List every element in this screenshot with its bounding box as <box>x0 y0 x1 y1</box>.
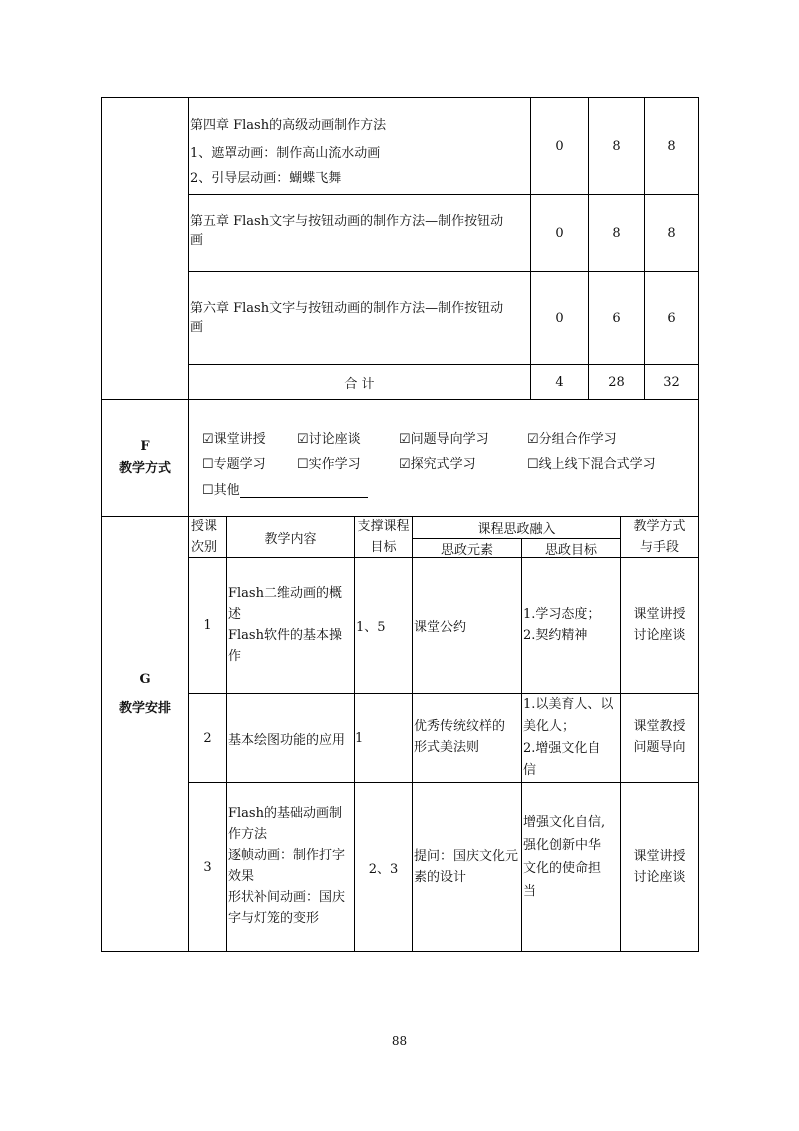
header-method-line: 教学方式 <box>633 519 686 534</box>
g-row-3-goal: 2、3 <box>368 861 399 877</box>
g-row-2-content: 基本绘图功能的应用 <box>228 732 346 748</box>
target-line: 1.学习态度； <box>523 607 601 622</box>
chapter-line: 1、遮罩动画：制作高山流水动画 <box>190 146 381 161</box>
header-goal-line: 支撑课程 <box>357 519 410 534</box>
row-1-value-2: 8 <box>612 138 621 154</box>
page-number: 88 <box>391 1034 408 1048</box>
chapter-5-content <box>190 212 528 250</box>
teaching-method-option[interactable] <box>527 453 656 472</box>
header-element: 思政元素 <box>440 542 493 558</box>
g-col-divider-1 <box>226 516 227 952</box>
g-row-1-element: 课堂公约 <box>414 620 467 635</box>
teaching-method-option[interactable] <box>297 428 361 447</box>
method-line: 课堂讲授 <box>633 849 686 864</box>
checkbox-unchecked[interactable]: ☐实作学习 <box>297 457 361 472</box>
header-session <box>191 516 225 558</box>
checkbox-unchecked[interactable]: ☐线上线下混合式学习 <box>527 457 656 472</box>
method-line: 讨论座谈 <box>633 628 686 643</box>
g-row-1-goal: 1、5 <box>356 620 386 635</box>
header-ideology: 课程思政融入 <box>477 522 556 537</box>
g-row-1-method <box>621 604 698 646</box>
section-g-label <box>102 670 188 728</box>
header-session-line: 授课 <box>191 519 218 534</box>
section-g-title: 教学安排 <box>118 701 171 716</box>
section-f-label <box>102 437 188 481</box>
content-line: 逐帧动画：制作打字 <box>228 848 346 863</box>
header-method-line: 与手段 <box>639 540 679 555</box>
header-session-line: 次别 <box>191 540 218 555</box>
element-line: 优秀传统纹样的 <box>414 719 506 734</box>
g-row-3-method <box>621 846 698 888</box>
checkbox-unchecked[interactable]: ☐专题学习 <box>202 457 266 472</box>
g-row-2-target <box>523 694 620 782</box>
row-3-value-3: 6 <box>667 310 676 326</box>
row-3-value-1: 0 <box>555 310 564 326</box>
total-value-3: 32 <box>663 374 680 390</box>
content-line: 形状补间动画：国庆 <box>228 890 346 905</box>
section-f-code: F <box>140 439 150 454</box>
content-line: Flash的基础动画制 <box>228 806 342 821</box>
target-line: 强化创新中华 <box>523 838 602 853</box>
chapter-line: 第五章 Flash文字与按钮动画的制作方法—制作按钮动 <box>190 214 504 229</box>
target-line: 当 <box>523 884 537 899</box>
g-row-3-target <box>523 811 620 903</box>
header-target: 思政目标 <box>544 542 597 558</box>
teaching-method-option-other[interactable] <box>202 479 368 498</box>
target-line: 2.增强文化自 <box>523 741 601 756</box>
g-col-divider-3 <box>412 516 413 952</box>
g-row-2-element <box>414 716 521 758</box>
row-2-value-1: 0 <box>555 225 564 241</box>
teaching-method-option[interactable] <box>527 428 617 447</box>
section-f-title: 教学方式 <box>118 461 171 476</box>
g-row-2-session: 2 <box>203 730 212 746</box>
total-value-1: 4 <box>555 374 564 390</box>
g-row-3-content <box>228 803 353 929</box>
target-line: 增强文化自信, <box>523 815 606 830</box>
g-row-1-content <box>228 583 353 667</box>
target-line: 美化人； <box>523 719 576 734</box>
element-line: 提问：国庆文化元 <box>414 849 519 864</box>
content-line: 效果 <box>228 869 255 884</box>
content-line: 作方法 <box>228 827 268 842</box>
element-line: 素的设计 <box>414 870 467 885</box>
table-border-left <box>101 97 102 952</box>
method-line: 问题导向 <box>633 740 686 755</box>
chapter-line: 画 <box>190 233 204 248</box>
row-3-value-2: 6 <box>612 310 621 326</box>
table-border-right <box>698 97 699 952</box>
method-line: 课堂讲授 <box>633 607 686 622</box>
teaching-method-option[interactable] <box>202 428 266 447</box>
method-line: 课堂教授 <box>633 719 686 734</box>
header-goal-line: 目标 <box>370 540 397 555</box>
content-line: Flash二维动画的概 <box>228 586 342 601</box>
total-label: 合 计 <box>344 376 375 392</box>
g-row-1-session: 1 <box>203 618 212 633</box>
element-line: 形式美法则 <box>414 740 480 755</box>
g-row-3-session: 3 <box>203 859 212 875</box>
section-divider-f <box>101 399 699 400</box>
teaching-method-option[interactable] <box>297 453 361 472</box>
content-line: 字与灯笼的变形 <box>228 911 320 926</box>
content-line: 作 <box>228 649 242 664</box>
target-line: 2.契约精神 <box>523 628 588 643</box>
section-g-code: G <box>139 672 151 687</box>
g-col-divider-4 <box>521 538 522 952</box>
header-method <box>621 516 698 558</box>
header-goal <box>355 516 412 558</box>
chapter-line: 第六章 Flash文字与按钮动画的制作方法—制作按钮动 <box>190 301 504 316</box>
checkbox-checked[interactable]: ☑探究式学习 <box>399 457 476 472</box>
method-line: 讨论座谈 <box>633 870 686 885</box>
other-input-line[interactable] <box>240 483 368 498</box>
header-content: 教学内容 <box>264 531 317 547</box>
row-1-value-3: 8 <box>667 138 676 154</box>
target-line: 信 <box>523 763 537 778</box>
g-row-1-target <box>523 604 620 646</box>
total-value-2: 28 <box>608 374 625 390</box>
checkbox-checked[interactable]: ☑课堂讲授 <box>202 432 266 447</box>
teaching-method-option[interactable] <box>399 453 476 472</box>
g-row-3-element <box>414 846 521 888</box>
content-line: Flash软件的基本操 <box>228 628 342 643</box>
target-line: 文化的使命担 <box>523 861 602 876</box>
target-line: 1.以美育人、以 <box>523 697 614 712</box>
g-row-2-method <box>621 716 698 758</box>
teaching-method-option[interactable] <box>202 453 266 472</box>
table-border-bottom <box>101 951 699 952</box>
g-row-2-goal: 1 <box>355 730 364 746</box>
row-2-value-3: 8 <box>667 225 676 241</box>
checkbox-unchecked[interactable]: ☐其他 <box>202 483 240 498</box>
chapter-line: 第四章 Flash的高级动画制作方法 <box>190 118 387 133</box>
chapter-4-content <box>190 110 528 191</box>
checkbox-checked[interactable]: ☑分组合作学习 <box>527 432 617 447</box>
checkbox-checked[interactable]: ☑问题导向学习 <box>399 432 489 447</box>
chapter-line: 画 <box>190 320 204 335</box>
teaching-method-option[interactable] <box>399 428 489 447</box>
row-1-value-1: 0 <box>555 138 564 154</box>
content-line: 述 <box>228 607 242 622</box>
checkbox-checked[interactable]: ☑讨论座谈 <box>297 432 361 447</box>
chapter-6-content <box>190 299 528 337</box>
g-row-divider-2 <box>188 782 699 783</box>
chapter-line: 2、引导层动画：蝴蝶飞舞 <box>190 171 342 186</box>
row-2-value-2: 8 <box>612 225 621 241</box>
